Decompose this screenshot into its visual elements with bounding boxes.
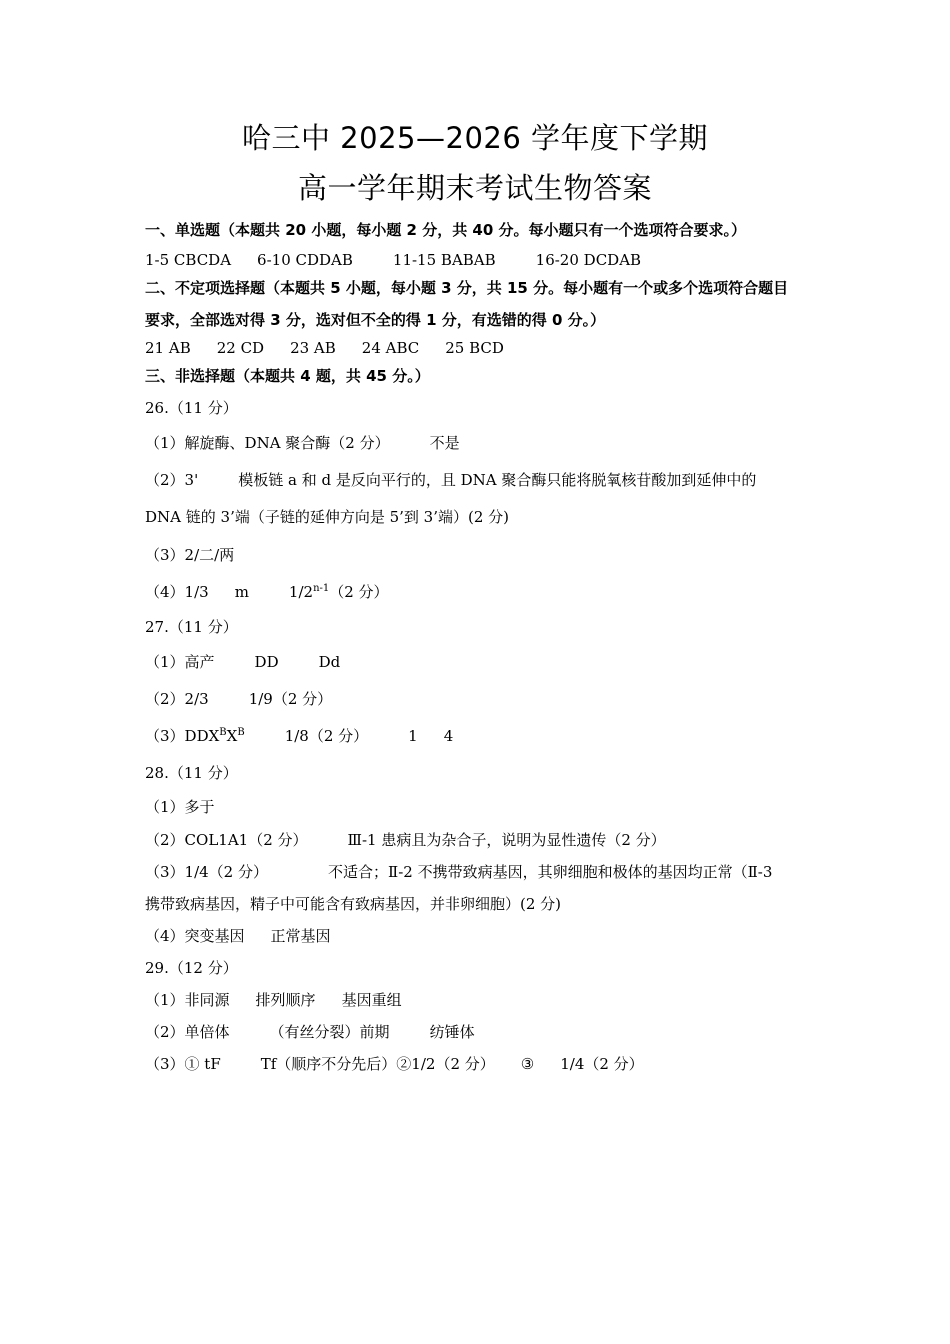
answer-text: 正常基因 (270, 927, 331, 945)
superscript: n-1 (313, 583, 330, 594)
answer-text: Dd (318, 653, 341, 671)
answer-text: 1/8（2 分） (284, 727, 369, 745)
answer-text: 4 (443, 727, 454, 745)
q29-part2 (145, 1022, 815, 1042)
answer-group: 24 ABC (361, 339, 420, 357)
answer-text: 1/2 (288, 583, 314, 601)
q29-part1 (145, 990, 815, 1010)
answer-group: 22 CD (216, 339, 265, 357)
answer-group: 25 BCD (445, 339, 504, 357)
q28-part1: （1）多于 (145, 798, 215, 816)
section2-heading-line1: 二、不定项选择题（本题共 5 小题，每小题 3 分，共 15 分。每小题有一个或多个选项符合题目 (145, 279, 789, 297)
answer-text: （4）突变基因 (145, 927, 245, 945)
page-title-line1: 哈三中 2025—2026 学年度下学期 (241, 121, 709, 155)
answer-text: Tf（顺序不分先后）②1/2（2 分） (260, 1055, 495, 1073)
answer-text: 1/9（2 分） (248, 690, 333, 708)
answer-text: （2）2/3 (145, 690, 209, 708)
answer-text: 不是 (429, 434, 460, 452)
answer-group: 23 AB (290, 339, 336, 357)
answer-text: m (234, 583, 249, 601)
answer-text: 纺锤体 (429, 1023, 475, 1041)
answer-text: （2）3' (145, 471, 199, 489)
answer-text: （1）解旋酶、DNA 聚合酶（2 分） (145, 434, 390, 452)
q28-part3-cont: 携带致病基因，精子中可能含有致病基因，并非卵细胞）(2 分) (145, 895, 562, 913)
answer-text: （1）高产 (145, 653, 215, 671)
answer-text: 排列顺序 (255, 991, 316, 1009)
answer-text: 不适合；Ⅱ-2 不携带致病基因，其卵细胞和极体的基因均正常（Ⅱ-3 (328, 863, 773, 881)
answer-text: 1 (408, 727, 418, 745)
q27-part1 (145, 652, 815, 672)
answer-text: （3）1/4（2 分） (145, 863, 268, 881)
answer-text: 基因重组 (341, 991, 402, 1009)
superscript: B (219, 727, 227, 738)
q27-title: 27.（11 分） (145, 618, 238, 636)
q29-part3 (145, 1054, 815, 1074)
answer-group: 1-5 CBCDA (145, 251, 232, 269)
q27-part3 (145, 726, 815, 746)
q26-part3: （3）2/二/两 (145, 546, 235, 564)
answer-text: X (226, 727, 238, 745)
section1-answers (145, 250, 815, 270)
section2-answers (145, 338, 815, 358)
q28-title: 28.（11 分） (145, 764, 238, 782)
answer-group: 21 AB (145, 339, 191, 357)
answer-text: （4）1/3 (145, 583, 209, 601)
answer-text: Ⅲ-1 患病且为杂合子，说明为显性遗传（2 分） (347, 831, 666, 849)
answer-text: DD (254, 653, 279, 671)
answer-text: （3）DDX (145, 727, 220, 745)
q26-part1 (145, 433, 815, 453)
q28-part2 (145, 830, 815, 850)
q28-part4 (145, 926, 815, 946)
section1-heading: 一、单选题（本题共 20 小题，每小题 2 分，共 40 分。每小题只有一个选项符合要求。） (145, 221, 747, 239)
answer-group: 16-20 DCDAB (535, 251, 642, 269)
answer-text: （2）单倍体 (145, 1023, 230, 1041)
superscript: B (237, 727, 245, 738)
page-title-line2: 高一学年期末考试生物答案 (297, 171, 652, 205)
section3-heading: 三、非选择题（本题共 4 题，共 45 分。） (145, 367, 430, 385)
answer-group: 11-15 BABAB (392, 251, 496, 269)
q28-part3 (145, 862, 815, 882)
q26-part2 (145, 470, 815, 490)
answer-text: （有丝分裂）前期 (269, 1023, 390, 1041)
answer-text: （2）COL1A1（2 分） (145, 831, 308, 849)
section2-heading-line2: 要求，全部选对得 3 分，选对但不全的得 1 分，有选错的得 0 分。） (145, 311, 606, 329)
answer-text: （3）① tF (145, 1055, 221, 1073)
q26-part2-cont: DNA 链的 3’端（子链的延伸方向是 5’到 3’端）(2 分) (145, 508, 510, 526)
q26-part4 (145, 582, 815, 602)
answer-group: 6-10 CDDAB (257, 251, 353, 269)
answer-text: （2 分） (329, 583, 389, 601)
q29-title: 29.（12 分） (145, 959, 238, 977)
answer-text: 1/4（2 分） (560, 1055, 644, 1073)
answer-text: ③ (520, 1055, 535, 1073)
answer-text: 模板链 a 和 d 是反向平行的，且 DNA 聚合酶只能将脱氧核苷酸加到延伸中的 (238, 471, 757, 489)
answer-text: （1）非同源 (145, 991, 230, 1009)
q27-part2 (145, 689, 815, 709)
q26-title: 26.（11 分） (145, 399, 238, 417)
